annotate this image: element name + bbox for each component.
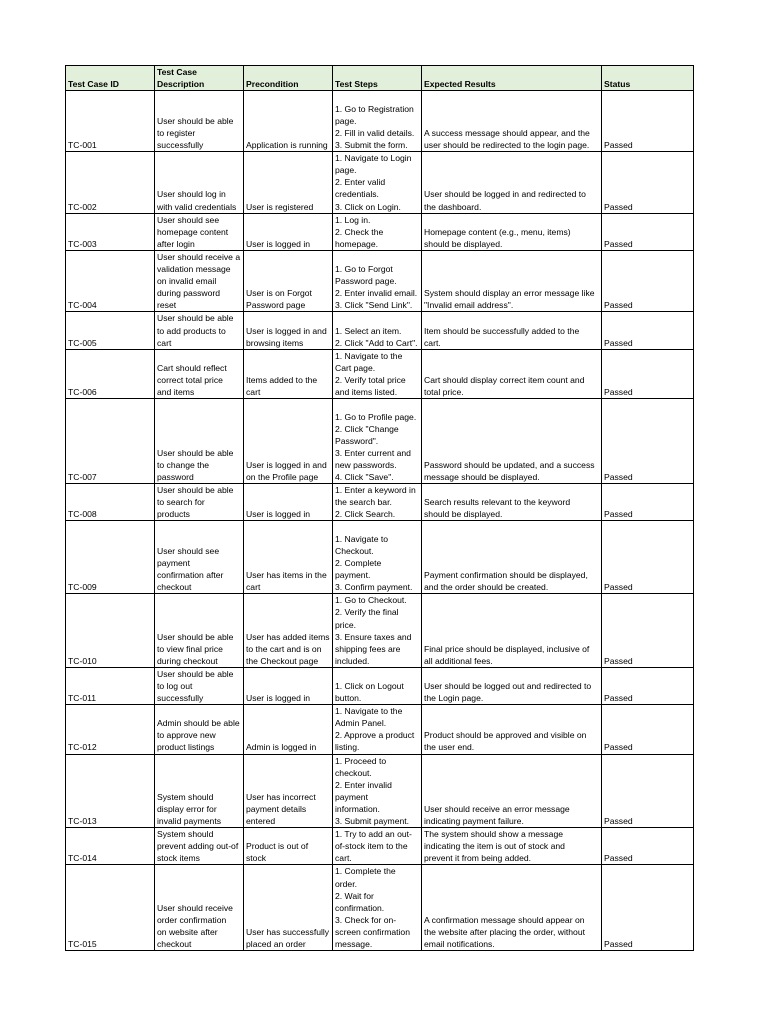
test-case-description-text: Admin should be able to approve new product listings <box>157 718 240 753</box>
cell-status <box>602 213 694 250</box>
status-text: Passed <box>604 386 633 397</box>
cell-status <box>602 521 694 594</box>
cell-test-case-description <box>155 484 244 521</box>
status-text: Passed <box>604 509 633 520</box>
cell-test-steps <box>333 594 422 668</box>
cell-expected-results <box>422 754 602 828</box>
cell-expected-results <box>422 213 602 250</box>
cell-test-steps <box>333 312 422 349</box>
table-row <box>66 865 694 951</box>
test-case-description-text: System should prevent adding out-of stock items <box>157 829 239 864</box>
test-case-description-text: User should receive a validation message on invalid email during password reset <box>157 251 241 311</box>
expected-results-text: A confirmation message should appear on the website after placing the order, without email notifications. <box>424 914 585 949</box>
cell-test-case-id <box>66 152 155 213</box>
table-row <box>66 521 694 594</box>
precondition-text: Admin is logged in <box>246 742 317 753</box>
cell-status <box>602 152 694 213</box>
test-case-description-text: User should be able to log out successfully <box>157 668 234 704</box>
header-test-steps: Test Steps <box>333 66 422 91</box>
test-case-id-text: TC-015 <box>68 938 97 949</box>
precondition-text: User is logged in <box>246 693 311 704</box>
cell-test-case-id <box>66 91 155 152</box>
status-text: Passed <box>604 816 633 827</box>
table-row <box>66 250 694 311</box>
status-text: Passed <box>604 300 633 311</box>
cell-status <box>602 865 694 951</box>
test-steps-text: 1. Go to Profile page. 2. Click "Change Password". 3. Enter current and new passwords. 4. Click "Save". <box>335 411 417 482</box>
cell-expected-results <box>422 91 602 152</box>
status-text: Passed <box>604 201 633 212</box>
cell-expected-results <box>422 865 602 951</box>
test-steps-text: 1. Enter a keyword in the search bar. 2. Click Search. <box>335 485 416 520</box>
cell-test-case-id <box>66 705 155 754</box>
cell-test-case-description <box>155 705 244 754</box>
status-text: Passed <box>604 693 633 704</box>
table-row <box>66 667 694 704</box>
test-steps-text: 1. Select an item. 2. Click "Add to Cart". <box>335 325 418 348</box>
expected-results-text: User should be logged out and redirected to the Login page. <box>424 681 592 704</box>
precondition-text: User is registered <box>246 201 314 212</box>
cell-test-case-id <box>66 250 155 311</box>
cell-test-steps <box>333 213 422 250</box>
test-case-id-text: TC-008 <box>68 509 97 520</box>
cell-expected-results <box>422 705 602 754</box>
precondition-text: Product is out of stock <box>246 841 309 864</box>
cell-test-case-id <box>66 213 155 250</box>
cell-status <box>602 399 694 484</box>
test-case-id-text: TC-005 <box>68 337 97 348</box>
test-steps-text: 1. Go to Registration page. 2. Fill in valid details. 3. Submit the form. <box>335 103 415 151</box>
precondition-text: User is logged in <box>246 238 311 249</box>
cell-expected-results <box>422 349 602 398</box>
status-text: Passed <box>604 655 633 666</box>
test-case-description-text: User should log in with valid credentials <box>157 189 237 212</box>
test-case-description-text: System should display error for invalid payments <box>157 791 222 827</box>
cell-status <box>602 312 694 349</box>
table-row <box>66 349 694 398</box>
cell-expected-results <box>422 484 602 521</box>
cell-status <box>602 667 694 704</box>
test-steps-text: 1. Proceed to checkout. 2. Enter invalid payment information. 3. Submit payment. <box>335 755 410 827</box>
cell-test-case-description <box>155 152 244 213</box>
cell-test-case-id <box>66 828 155 865</box>
cell-expected-results <box>422 521 602 594</box>
test-case-id-text: TC-010 <box>68 655 97 666</box>
cell-test-case-description <box>155 667 244 704</box>
cell-precondition <box>244 521 333 594</box>
cell-test-steps <box>333 828 422 865</box>
status-text: Passed <box>604 238 633 249</box>
precondition-text: Items added to the cart <box>246 374 318 397</box>
test-steps-text: 1. Navigate to Login page. 2. Enter valid credentials. 3. Click on Login. <box>335 153 412 212</box>
table-row <box>66 754 694 828</box>
test-case-id-text: TC-011 <box>68 693 97 704</box>
expected-results-text: User should be logged in and redirected to the dashboard. <box>424 189 586 212</box>
test-case-id-text: TC-003 <box>68 238 97 249</box>
cell-test-case-description <box>155 349 244 398</box>
test-case-id-text: TC-006 <box>68 386 97 397</box>
cell-precondition <box>244 667 333 704</box>
cell-test-steps <box>333 521 422 594</box>
expected-results-text: System should display an error message like "Invalid email address". <box>424 288 595 311</box>
cell-expected-results <box>422 312 602 349</box>
cell-expected-results <box>422 594 602 668</box>
table-row <box>66 213 694 250</box>
test-case-description-text: User should be able to change the password <box>157 447 234 482</box>
cell-precondition <box>244 152 333 213</box>
cell-expected-results <box>422 667 602 704</box>
cell-test-steps <box>333 91 422 152</box>
cell-expected-results <box>422 828 602 865</box>
table-row <box>66 594 694 668</box>
test-case-id-text: TC-009 <box>68 582 97 593</box>
cell-test-steps <box>333 754 422 828</box>
test-case-id-text: TC-002 <box>68 201 97 212</box>
cell-test-case-description <box>155 865 244 951</box>
cell-precondition <box>244 705 333 754</box>
status-text: Passed <box>604 337 633 348</box>
precondition-text: User is logged in <box>246 509 311 520</box>
cell-test-case-id <box>66 865 155 951</box>
precondition-text: Application is running <box>246 140 328 151</box>
cell-test-case-description <box>155 250 244 311</box>
test-case-description-text: User should be able to search for products <box>157 485 234 520</box>
cell-test-case-description <box>155 754 244 828</box>
table-row <box>66 484 694 521</box>
expected-results-text: Homepage content (e.g., menu, items) should be displayed. <box>424 226 571 249</box>
expected-results-text: Password should be updated, and a success message should be displayed. <box>424 459 595 482</box>
cell-test-case-id <box>66 667 155 704</box>
test-steps-text: 1. Go to Checkout. 2. Verify the final price. 3. Ensure taxes and shipping fees are included. <box>335 595 412 666</box>
status-text: Passed <box>604 742 633 753</box>
precondition-text: User has items in the cart <box>246 570 327 593</box>
cell-test-steps <box>333 484 422 521</box>
cell-precondition <box>244 828 333 865</box>
expected-results-text: Cart should display correct item count and total price. <box>424 374 585 397</box>
cell-status <box>602 828 694 865</box>
precondition-text: User is logged in and browsing items <box>246 325 327 348</box>
header-test-case-description: Test Case Description <box>155 66 244 91</box>
test-case-id-text: TC-007 <box>68 471 97 482</box>
header-expected-results: Expected Results <box>422 66 602 91</box>
header-status: Status <box>602 66 694 91</box>
test-steps-text: 1. Log in. 2. Check the homepage. <box>335 214 384 249</box>
test-case-table <box>65 65 694 951</box>
cell-status <box>602 754 694 828</box>
test-steps-text: 1. Complete the order. 2. Wait for confirmation. 3. Check for on- screen confirmation message. <box>335 866 410 949</box>
test-steps-text: 1. Navigate to Checkout. 2. Complete payment. 3. Confirm payment. <box>335 533 413 593</box>
test-steps-text: 1. Navigate to the Admin Panel. 2. Approve a product listing. <box>335 706 415 753</box>
expected-results-text: Product should be approved and visible on the user end. <box>424 730 587 753</box>
table-row <box>66 399 694 484</box>
cell-test-case-id <box>66 312 155 349</box>
cell-test-case-description <box>155 594 244 668</box>
cell-precondition <box>244 250 333 311</box>
precondition-text: User has successfully placed an order <box>246 926 330 949</box>
header-precondition: Precondition <box>244 66 333 91</box>
table-row <box>66 705 694 754</box>
test-case-description-text: User should see payment confirmation after checkout <box>157 545 224 593</box>
cell-expected-results <box>422 250 602 311</box>
cell-expected-results <box>422 152 602 213</box>
status-text: Passed <box>604 938 633 949</box>
cell-test-steps <box>333 865 422 951</box>
cell-status <box>602 91 694 152</box>
test-case-id-text: TC-013 <box>68 816 97 827</box>
header-test-case-id: Test Case ID <box>66 66 155 91</box>
cell-precondition <box>244 865 333 951</box>
precondition-text: User has incorrect payment details entered <box>246 791 316 827</box>
expected-results-text: Search results relevant to the keyword should be displayed. <box>424 497 571 520</box>
header-row <box>66 66 694 91</box>
test-steps-text: 1. Navigate to the Cart page. 2. Verify total price and items listed. <box>335 350 406 397</box>
cell-test-case-description <box>155 91 244 152</box>
cell-test-case-id <box>66 399 155 484</box>
table-row <box>66 312 694 349</box>
test-steps-text: 1. Go to Forgot Password page. 2. Enter invalid email. 3. Click "Send Link". <box>335 264 418 311</box>
cell-test-steps <box>333 349 422 398</box>
test-case-id-text: TC-012 <box>68 742 97 753</box>
cell-status <box>602 250 694 311</box>
cell-precondition <box>244 399 333 484</box>
cell-expected-results <box>422 399 602 484</box>
status-text: Passed <box>604 853 633 864</box>
cell-test-case-id <box>66 754 155 828</box>
test-case-description-text: User should be able to register successfully <box>157 115 234 151</box>
test-case-id-text: TC-014 <box>68 853 97 864</box>
cell-test-steps <box>333 399 422 484</box>
expected-results-text: Item should be successfully added to the cart. <box>424 325 580 348</box>
test-case-id-text: TC-001 <box>68 140 97 151</box>
table-row <box>66 828 694 865</box>
expected-results-text: Payment confirmation should be displayed, and the order should be created. <box>424 570 588 593</box>
cell-precondition <box>244 594 333 668</box>
precondition-text: User is logged in and on the Profile page <box>246 459 327 482</box>
cell-test-case-id <box>66 349 155 398</box>
cell-test-case-id <box>66 521 155 594</box>
test-case-description-text: Cart should reflect correct total price and items <box>157 362 227 397</box>
test-case-description-text: User should receive order confirmation on website after checkout <box>157 902 233 949</box>
test-case-id-text: TC-004 <box>68 300 97 311</box>
test-case-description-text: User should be able to view final price during checkout <box>157 631 234 666</box>
cell-status <box>602 349 694 398</box>
cell-precondition <box>244 754 333 828</box>
table-row <box>66 152 694 213</box>
test-steps-text: 1. Try to add an out- of-stock item to the cart. <box>335 829 412 864</box>
cell-status <box>602 484 694 521</box>
cell-status <box>602 705 694 754</box>
cell-test-case-description <box>155 828 244 865</box>
cell-test-case-description <box>155 399 244 484</box>
cell-test-case-description <box>155 312 244 349</box>
cell-test-steps <box>333 705 422 754</box>
test-case-description-text: User should be able to add products to cart <box>157 313 234 348</box>
cell-precondition <box>244 91 333 152</box>
cell-status <box>602 594 694 668</box>
test-steps-text: 1. Click on Logout button. <box>335 681 404 704</box>
precondition-text: User is on Forgot Password page <box>246 288 312 311</box>
table-row <box>66 91 694 152</box>
cell-test-case-description <box>155 213 244 250</box>
status-text: Passed <box>604 471 633 482</box>
cell-test-case-description <box>155 521 244 594</box>
expected-results-text: A success message should appear, and the user should be redirected to the login page. <box>424 128 590 151</box>
cell-test-steps <box>333 250 422 311</box>
test-case-description-text: User should see homepage content after login <box>157 214 229 249</box>
status-text: Passed <box>604 140 633 151</box>
cell-test-case-id <box>66 484 155 521</box>
cell-precondition <box>244 484 333 521</box>
cell-precondition <box>244 349 333 398</box>
cell-test-steps <box>333 667 422 704</box>
expected-results-text: Final price should be displayed, inclusive of all additional fees. <box>424 643 590 666</box>
cell-test-steps <box>333 152 422 213</box>
cell-precondition <box>244 213 333 250</box>
expected-results-text: User should receive an error message indicating payment failure. <box>424 803 570 827</box>
status-text: Passed <box>604 582 633 593</box>
cell-precondition <box>244 312 333 349</box>
cell-test-case-id <box>66 594 155 668</box>
expected-results-text: The system should show a message indicating the item is out of stock and prevent it from being added. <box>424 829 565 864</box>
precondition-text: User has added items to the cart and is on the Checkout page <box>246 631 330 666</box>
